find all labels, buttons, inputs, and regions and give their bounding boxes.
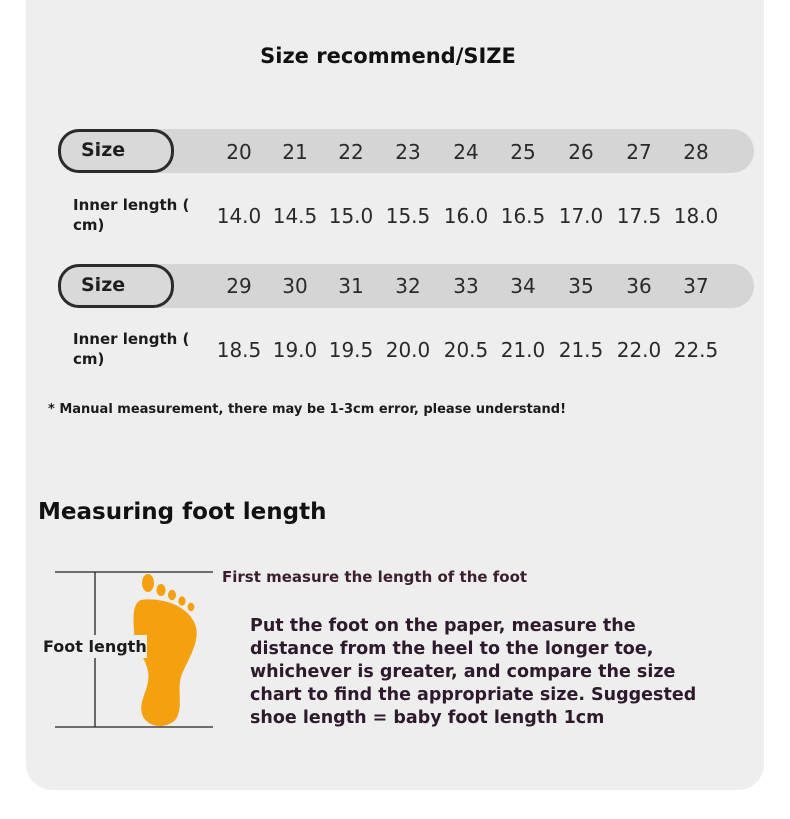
section-title: Measuring foot length — [38, 499, 327, 525]
page-title: Size recommend/SIZE — [260, 44, 516, 68]
length-cell: 16.5 — [500, 204, 546, 228]
size-cell: 35 — [568, 274, 594, 298]
length-cell: 22.5 — [673, 338, 719, 362]
size-cell: 25 — [510, 140, 536, 164]
length-cell: 18.5 — [216, 338, 262, 362]
length-cell: 17.0 — [558, 204, 604, 228]
measurement-note: * Manual measurement, there may be 1-3cm error, please understand! — [48, 402, 567, 417]
size-cell: 21 — [282, 140, 308, 164]
length-cell: 21.0 — [500, 338, 546, 362]
length-cell: 15.0 — [328, 204, 374, 228]
size-row-2 — [210, 264, 730, 308]
inner-length-label: Inner length ( cm) — [73, 330, 190, 368]
size-cell: 22 — [338, 140, 364, 164]
length-cell: 18.0 — [673, 204, 719, 228]
length-cell: 14.0 — [216, 204, 262, 228]
size-cell: 36 — [626, 274, 652, 298]
size-row-1 — [210, 130, 730, 174]
size-cell: 32 — [395, 274, 421, 298]
measure-description: Put the foot on the paper, measure the distance from the heel to the longer toe, whichever is greater, and compare the size chart to find the appropriate size. Suggested shoe length = baby foot length 1cm — [250, 616, 697, 728]
size-cell: 31 — [338, 274, 364, 298]
length-cell: 19.0 — [272, 338, 318, 362]
inner-length-label: Inner length ( cm) — [73, 196, 190, 234]
length-row-1 — [210, 194, 730, 238]
size-cell: 24 — [453, 140, 479, 164]
size-label: Size — [81, 139, 126, 161]
size-cell: 37 — [683, 274, 709, 298]
size-cell: 30 — [282, 274, 308, 298]
length-cell: 21.5 — [558, 338, 604, 362]
size-cell: 20 — [226, 140, 252, 164]
size-cell: 34 — [510, 274, 536, 298]
length-cell: 16.0 — [443, 204, 489, 228]
length-cell: 17.5 — [616, 204, 662, 228]
length-cell: 14.5 — [272, 204, 318, 228]
size-cell: 23 — [395, 140, 421, 164]
measure-subtitle: First measure the length of the foot — [222, 568, 528, 586]
length-cell: 19.5 — [328, 338, 374, 362]
length-cell: 20.0 — [385, 338, 431, 362]
size-pill-2 — [58, 264, 174, 308]
length-row-2 — [210, 328, 730, 372]
size-cell: 26 — [568, 140, 594, 164]
size-label: Size — [81, 274, 126, 296]
size-cell: 27 — [626, 140, 652, 164]
size-cell: 33 — [453, 274, 479, 298]
length-cell: 15.5 — [385, 204, 431, 228]
foot-length-label: Foot length — [43, 637, 147, 656]
size-pill-1 — [58, 129, 174, 173]
size-cell: 28 — [683, 140, 709, 164]
length-cell: 22.0 — [616, 338, 662, 362]
length-cell: 20.5 — [443, 338, 489, 362]
size-cell: 29 — [226, 274, 252, 298]
